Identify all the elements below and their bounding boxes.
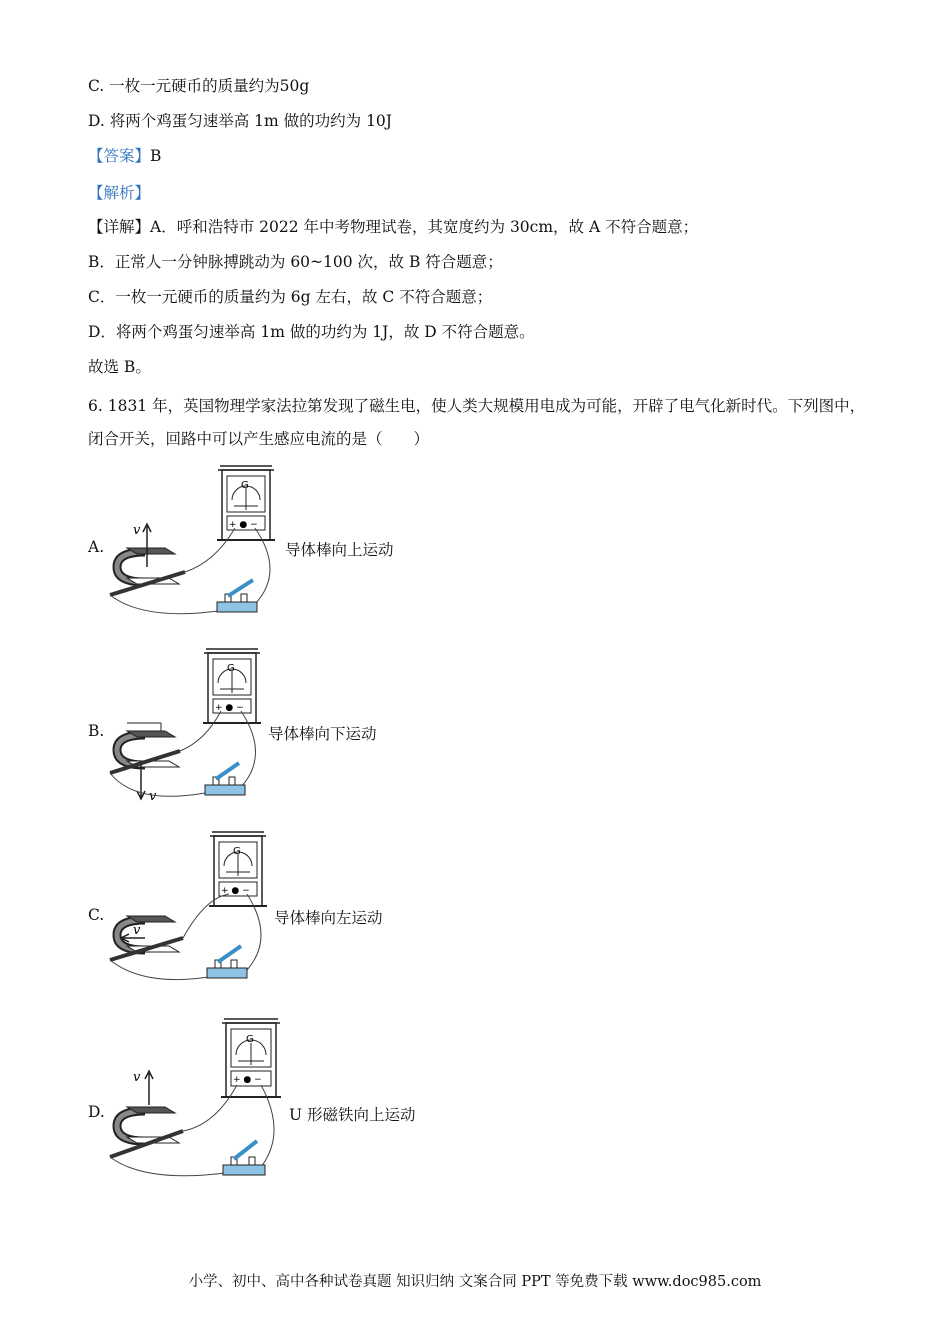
option-c-diagram [105, 828, 275, 988]
page-footer: 小学、初中、高中各种试卷真题 知识归纳 文案合同 PPT 等免费下载 www.doc985.com [188, 1274, 762, 1290]
switch [205, 763, 245, 795]
velocity-arrow [143, 524, 151, 567]
analysis-tag: 【解析】 [88, 184, 151, 202]
answer-line [88, 146, 161, 166]
switch [217, 580, 257, 612]
option-c-letter: C. [88, 906, 105, 924]
switch [223, 1141, 265, 1175]
option-b-caption: 导体棒向下运动 [268, 725, 377, 743]
answer-tag: 【答案】 [88, 147, 151, 165]
velocity-label: v [133, 523, 141, 538]
question-6-stem: 6. 1831 年，英国物理学家法拉第发现了磁生电，使人类大规模用电成为可能，开辟了电气化新时代。下列图中，闭合开关，回路中可以产生感应电流的是（ ） [88, 397, 866, 448]
detail-c-text: C．一枚一元硬币的质量约为 6g 左右，故 C 不符合题意； [88, 288, 493, 306]
galvanometer [203, 649, 261, 723]
option-a-diagram [105, 462, 285, 624]
wire [110, 960, 215, 980]
option-a-caption: 导体棒向上运动 [285, 541, 394, 559]
detail-tag: 【详解】 [88, 218, 151, 236]
velocity-label: v [133, 1070, 141, 1085]
option-d-text: D. 将两个鸡蛋匀速举高 1m 做的功约为 10J [88, 112, 393, 130]
option-c-text: C. 一枚一元硬币的质量约为50g [88, 77, 310, 95]
option-d-diagram [105, 1015, 285, 1185]
velocity-arrow [145, 1071, 153, 1105]
galvanometer [221, 1019, 281, 1097]
option-d-letter: D. [88, 1103, 105, 1121]
answer-value: B [150, 147, 162, 165]
option-c-caption: 导体棒向左运动 [274, 909, 383, 927]
wire [110, 1157, 225, 1176]
wire [110, 773, 205, 796]
velocity-label: v [149, 789, 157, 804]
switch [207, 946, 247, 978]
option-b-diagram [105, 645, 275, 805]
galvanometer [209, 832, 267, 906]
option-b-letter: B. [88, 722, 105, 740]
galvanometer-label: G [246, 1034, 254, 1045]
meter-terminals: + ● − [229, 520, 258, 530]
detail-a-text: A．呼和浩特市 2022 年中考物理试卷，其宽度约为 30cm，故 A 不符合题意； [150, 218, 699, 236]
velocity-label: v [133, 923, 141, 938]
galvanometer-label: G [227, 663, 235, 674]
meter-terminals: + ● − [221, 886, 250, 896]
galvanometer [217, 466, 275, 540]
detail-d-text: D．将两个鸡蛋匀速举高 1m 做的功约为 1J，故 D 不符合题意。 [88, 323, 535, 341]
conclusion-text: 故选 B。 [88, 358, 151, 376]
meter-terminals: + ● − [233, 1075, 262, 1085]
detail-a-line [88, 217, 698, 237]
option-a-letter: A. [88, 538, 105, 556]
galvanometer-label: G [241, 480, 249, 491]
wire [110, 595, 225, 614]
galvanometer-label: G [233, 846, 241, 857]
option-d-caption: U 形磁铁向上运动 [289, 1106, 416, 1124]
meter-terminals: + ● − [215, 703, 244, 713]
detail-b-text: B．正常人一分钟脉搏跳动为 60~100 次，故 B 符合题意； [88, 253, 503, 271]
